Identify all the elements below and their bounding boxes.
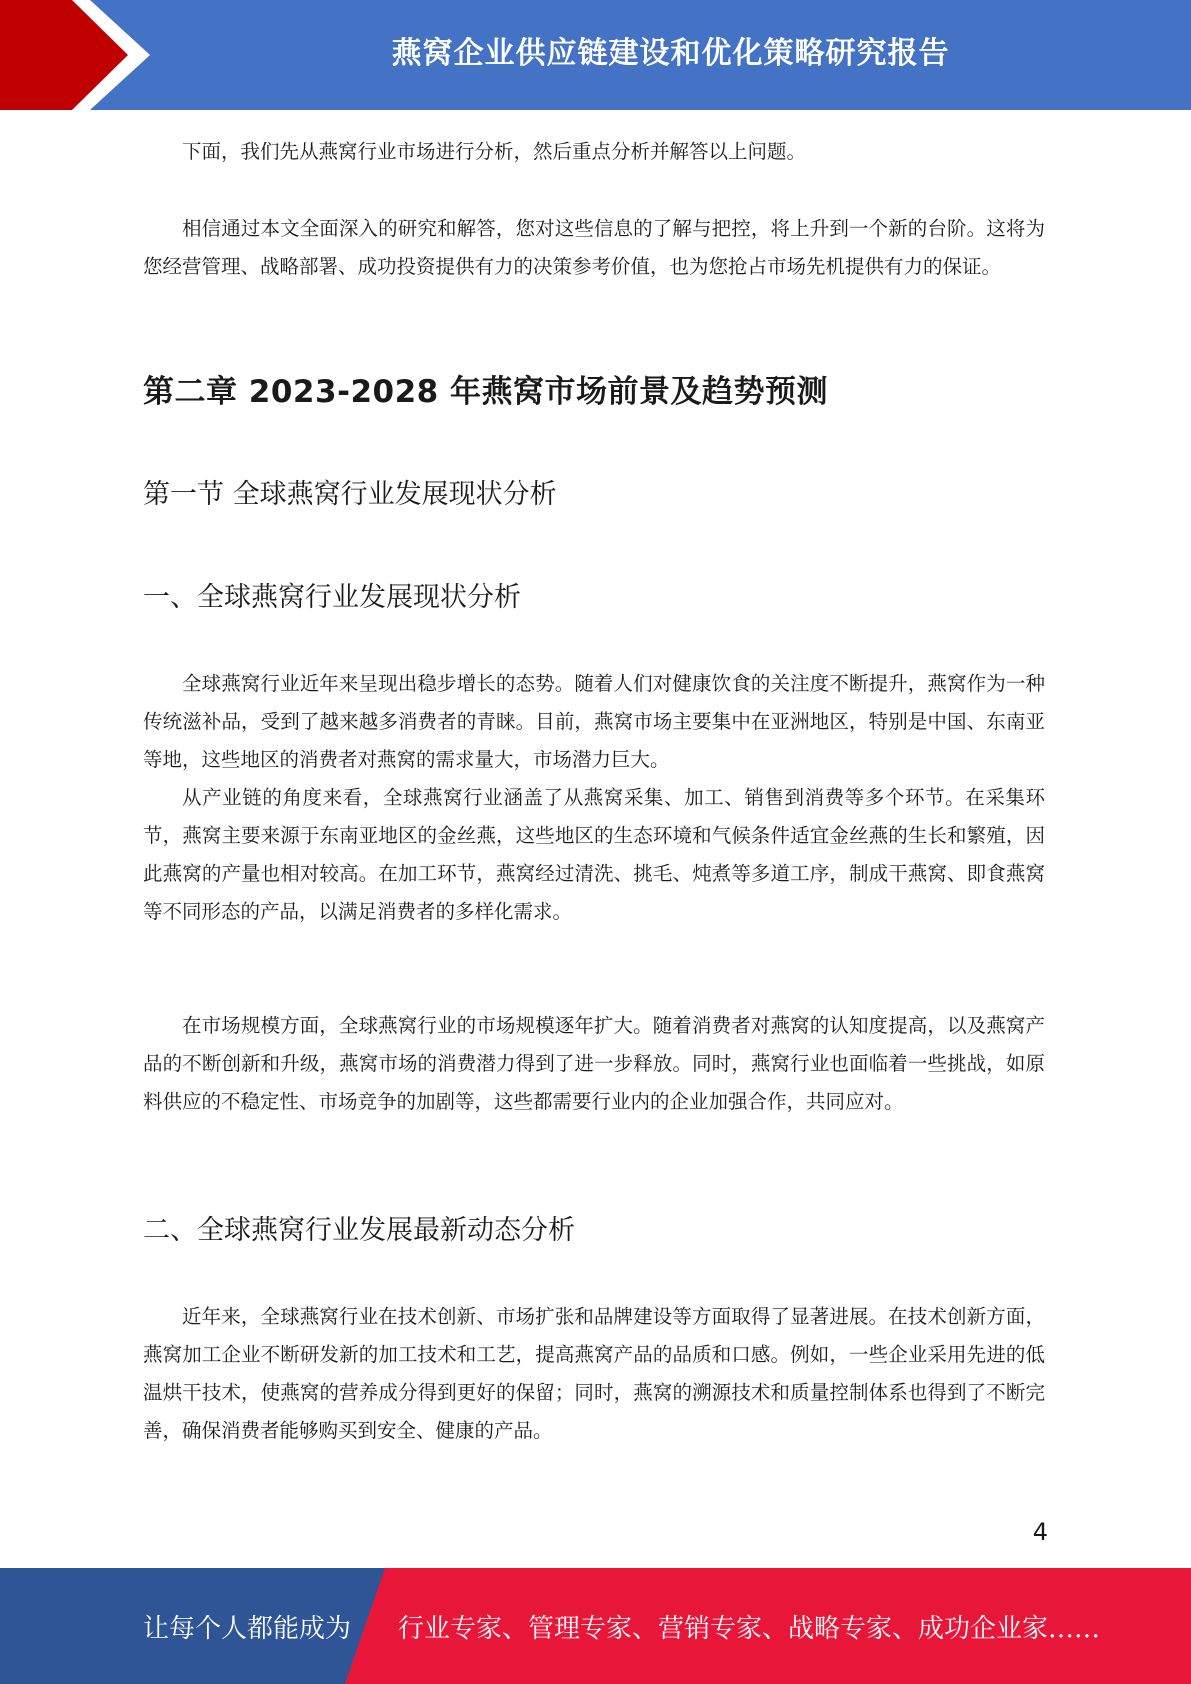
page-number: 4 <box>1032 1518 1048 1546</box>
subsection-1-paragraph-1: 全球燕窝行业近年来呈现出稳步增长的态势。随着人们对健康饮食的关注度不断提升，燕窝作为一种传统滋补品，受到了越来越多消费者的青睐。目前，燕窝市场主要集中在亚洲地区，特别是中国、东南亚等地，这些地区的消费者对燕窝的需求量大，市场潜力巨大。 <box>143 672 1045 771</box>
page-footer <box>0 1568 1191 1684</box>
section-title: 第一节 全球燕窝行业发展现状分析 <box>143 479 557 510</box>
subsection-title-2: 二、全球燕窝行业发展最新动态分析 <box>143 1215 575 1246</box>
chapter-title: 第二章 2023-2028 年燕窝市场前景及趋势预测 <box>143 374 829 410</box>
intro-paragraph-2: 相信通过本文全面深入的研究和解答，您对这些信息的了解与把控，将上升到一个新的台阶。这将为您经营管理、战略部署、成功投资提供有力的决策参考价值，也为您抢占市场先机提供有力的保证。 <box>143 217 1045 278</box>
report-title: 燕窝企业供应链建设和优化策略研究报告 <box>391 36 950 71</box>
subsection-2-paragraph-1: 近年来，全球燕窝行业在技术创新、市场扩张和品牌建设等方面取得了显著进展。在技术创新方面，燕窝加工企业不断研发新的加工技术和工艺，提高燕窝产品的品质和口感。例如，一些企业采用先进的低温烘干技术，使燕窝的营养成分得到更好的保留；同时，燕窝的溯源技术和质量控制体系也得到了不断完善，确保消费者能够购买到安全、健康的产品。 <box>143 1305 1045 1442</box>
intro-paragraph-1: 下面，我们先从燕窝行业市场进行分析，然后重点分析并解答以上问题。 <box>182 140 807 163</box>
subsection-title-1: 一、全球燕窝行业发展现状分析 <box>143 582 521 613</box>
subsection-1-paragraph-2: 从产业链的角度来看，全球燕窝行业涵盖了从燕窝采集、加工、销售到消费等多个环节。在采集环节，燕窝主要来源于东南亚地区的金丝燕，这些地区的生态环境和气候条件适宜金丝燕的生长和繁殖，因此燕窝的产量也相对较高。在加工环节，燕窝经过清洗、挑毛、炖煮等多道工序，制成干燕窝、即食燕窝等不同形态的产品，以满足消费者的多样化需求。 <box>143 786 1045 923</box>
subsection-1-paragraph-3: 在市场规模方面，全球燕窝行业的市场规模逐年扩大。随着消费者对燕窝的认知度提高，以及燕窝产品的不断创新和升级，燕窝市场的消费潜力得到了进一步释放。同时，燕窝行业也面临着一些挑战，如原料供应的不稳定性、市场竞争的加剧等，这些都需要行业内的企业加强合作，共同应对。 <box>143 1014 1045 1113</box>
page-header <box>0 0 1191 110</box>
footer-slogan-right: 行业专家、管理专家、营销专家、战略专家、成功企业家…… <box>398 1613 1101 1644</box>
footer-slogan-left: 让每个人都能成为 <box>143 1613 352 1644</box>
